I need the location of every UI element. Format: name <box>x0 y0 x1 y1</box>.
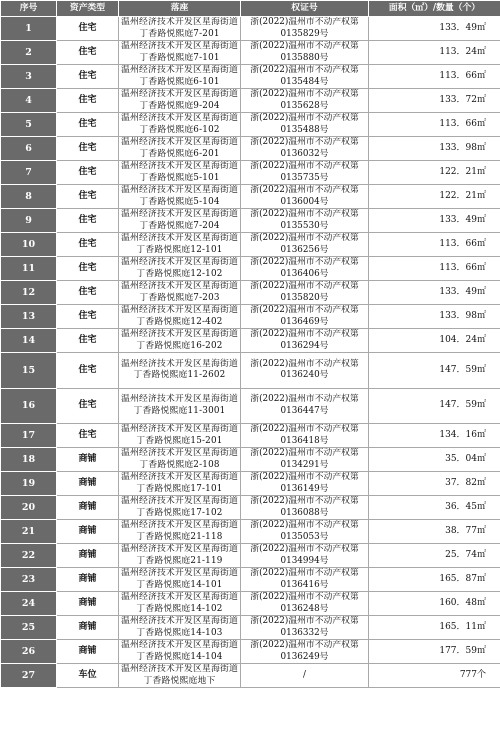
asset-type-cell: 商铺 <box>57 496 119 520</box>
certificate-cell: 浙(2022)温州市不动产权第0136149号 <box>241 472 369 496</box>
table-row <box>1 233 500 257</box>
location-cell: 温州经济技术开发区星海街道丁香路悦熙庭7-203 <box>119 281 241 305</box>
location-cell: 温州经济技术开发区星海街道丁香路悦熙庭12-102 <box>119 257 241 281</box>
location-cell: 温州经济技术开发区星海街道丁香路悦熙庭6-201 <box>119 137 241 161</box>
area-cell: 133．98㎡ <box>369 137 500 161</box>
asset-type-cell: 商铺 <box>57 592 119 616</box>
table-row <box>1 113 500 137</box>
area-cell: 36．45㎡ <box>369 496 500 520</box>
header-area: 面积（㎡）/数量（个） <box>369 1 500 17</box>
location-cell: 温州经济技术开发区星海街道丁香路悦熙庭7-201 <box>119 17 241 41</box>
certificate-cell: 浙(2022)温州市不动产权第0135735号 <box>241 161 369 185</box>
serial-cell: 5 <box>1 113 57 137</box>
location-cell: 温州经济技术开发区星海街道丁香路悦熙庭12-101 <box>119 233 241 257</box>
serial-cell: 3 <box>1 65 57 89</box>
location-cell: 温州经济技术开发区星海街道丁香路悦熙庭21-118 <box>119 520 241 544</box>
asset-type-cell: 住宅 <box>57 329 119 353</box>
certificate-cell: 浙(2022)温州市不动产权第0136248号 <box>241 592 369 616</box>
area-cell: 134．16㎡ <box>369 424 500 448</box>
asset-type-cell: 住宅 <box>57 305 119 329</box>
area-cell: 113．66㎡ <box>369 65 500 89</box>
serial-cell: 2 <box>1 41 57 65</box>
serial-cell: 16 <box>1 388 57 424</box>
location-cell: 温州经济技术开发区星海街道丁香路悦熙庭12-402 <box>119 305 241 329</box>
certificate-cell: 浙(2022)温州市不动产权第0136332号 <box>241 616 369 640</box>
area-cell: 35．04㎡ <box>369 448 500 472</box>
asset-type-cell: 住宅 <box>57 424 119 448</box>
serial-cell: 9 <box>1 209 57 233</box>
asset-type-cell: 住宅 <box>57 137 119 161</box>
header-asset-type: 资产类型 <box>57 1 119 17</box>
area-cell: 113．66㎡ <box>369 233 500 257</box>
area-cell: 147．59㎡ <box>369 353 500 389</box>
certificate-cell: 浙(2022)温州市不动产权第0136416号 <box>241 568 369 592</box>
serial-cell: 6 <box>1 137 57 161</box>
certificate-cell: 浙(2022)温州市不动产权第0136032号 <box>241 137 369 161</box>
table-row <box>1 520 500 544</box>
table-row <box>1 41 500 65</box>
table-row <box>1 472 500 496</box>
serial-cell: 10 <box>1 233 57 257</box>
asset-type-cell: 车位 <box>57 664 119 688</box>
serial-cell: 22 <box>1 544 57 568</box>
location-cell: 温州经济技术开发区星海街道丁香路悦熙庭17-101 <box>119 472 241 496</box>
area-cell: 165．87㎡ <box>369 568 500 592</box>
asset-type-cell: 商铺 <box>57 448 119 472</box>
area-cell: 38．77㎡ <box>369 520 500 544</box>
table-row <box>1 568 500 592</box>
location-cell: 温州经济技术开发区星海街道丁香路悦熙庭14-104 <box>119 640 241 664</box>
asset-type-cell: 住宅 <box>57 113 119 137</box>
table-row <box>1 664 500 688</box>
table-row <box>1 616 500 640</box>
certificate-cell: 浙(2022)温州市不动产权第0135880号 <box>241 41 369 65</box>
location-cell: 温州经济技术开发区星海街道丁香路悦熙庭15-201 <box>119 424 241 448</box>
certificate-cell: 浙(2022)温州市不动产权第0136088号 <box>241 496 369 520</box>
location-cell: 温州经济技术开发区星海街道丁香路悦熙庭17-102 <box>119 496 241 520</box>
table-row <box>1 257 500 281</box>
serial-cell: 17 <box>1 424 57 448</box>
header-certificate: 权证号 <box>241 1 369 17</box>
header-serial: 序号 <box>1 1 57 17</box>
certificate-cell: 浙(2022)温州市不动产权第0136469号 <box>241 305 369 329</box>
table-row <box>1 137 500 161</box>
table-row <box>1 89 500 113</box>
area-cell: 25．74㎡ <box>369 544 500 568</box>
certificate-cell: 浙(2022)温州市不动产权第0136240号 <box>241 353 369 389</box>
serial-cell: 27 <box>1 664 57 688</box>
certificate-cell: 浙(2022)温州市不动产权第0136004号 <box>241 185 369 209</box>
table-row <box>1 496 500 520</box>
location-cell: 温州经济技术开发区星海街道丁香路悦熙庭11-2602 <box>119 353 241 389</box>
certificate-cell: 浙(2022)温州市不动产权第0135484号 <box>241 65 369 89</box>
serial-cell: 15 <box>1 353 57 389</box>
certificate-cell: 浙(2022)温州市不动产权第0136294号 <box>241 329 369 353</box>
table-row <box>1 448 500 472</box>
asset-type-cell: 商铺 <box>57 472 119 496</box>
asset-type-cell: 住宅 <box>57 65 119 89</box>
table-row <box>1 592 500 616</box>
certificate-cell: 浙(2022)温州市不动产权第0134291号 <box>241 448 369 472</box>
serial-cell: 7 <box>1 161 57 185</box>
asset-type-cell: 商铺 <box>57 640 119 664</box>
area-cell: 177．59㎡ <box>369 640 500 664</box>
area-cell: 133．98㎡ <box>369 305 500 329</box>
location-cell: 温州经济技术开发区星海街道丁香路悦熙庭14-101 <box>119 568 241 592</box>
certificate-cell: 浙(2022)温州市不动产权第0135053号 <box>241 520 369 544</box>
asset-type-cell: 住宅 <box>57 185 119 209</box>
location-cell: 温州经济技术开发区星海街道丁香路悦熙庭21-119 <box>119 544 241 568</box>
serial-cell: 21 <box>1 520 57 544</box>
area-cell: 133．49㎡ <box>369 17 500 41</box>
asset-type-cell: 商铺 <box>57 544 119 568</box>
table-row <box>1 424 500 448</box>
certificate-cell: 浙(2022)温州市不动产权第0135488号 <box>241 113 369 137</box>
area-cell: 133．72㎡ <box>369 89 500 113</box>
area-cell: 777个 <box>369 664 500 688</box>
asset-type-cell: 住宅 <box>57 17 119 41</box>
location-cell: 温州经济技术开发区星海街道丁香路悦熙庭14-103 <box>119 616 241 640</box>
asset-type-cell: 住宅 <box>57 388 119 424</box>
location-cell: 温州经济技术开发区星海街道丁香路悦熙庭7-101 <box>119 41 241 65</box>
area-cell: 165．11㎡ <box>369 616 500 640</box>
asset-type-cell: 住宅 <box>57 209 119 233</box>
asset-type-cell: 住宅 <box>57 89 119 113</box>
area-cell: 147．59㎡ <box>369 388 500 424</box>
serial-cell: 20 <box>1 496 57 520</box>
serial-cell: 23 <box>1 568 57 592</box>
certificate-cell: 浙(2022)温州市不动产权第0135820号 <box>241 281 369 305</box>
serial-cell: 4 <box>1 89 57 113</box>
table-row <box>1 329 500 353</box>
asset-type-cell: 商铺 <box>57 568 119 592</box>
certificate-cell: 浙(2022)温州市不动产权第0136256号 <box>241 233 369 257</box>
location-cell: 温州经济技术开发区星海街道丁香路悦熙庭6-101 <box>119 65 241 89</box>
certificate-cell: 浙(2022)温州市不动产权第0136249号 <box>241 640 369 664</box>
table-row <box>1 281 500 305</box>
asset-type-cell: 商铺 <box>57 520 119 544</box>
area-cell: 122．21㎡ <box>369 185 500 209</box>
serial-cell: 11 <box>1 257 57 281</box>
area-cell: 122．21㎡ <box>369 161 500 185</box>
area-cell: 160．48㎡ <box>369 592 500 616</box>
asset-type-cell: 住宅 <box>57 233 119 257</box>
location-cell: 温州经济技术开发区星海街道丁香路悦熙庭11-3001 <box>119 388 241 424</box>
area-cell: 133．49㎡ <box>369 281 500 305</box>
table-header-row <box>1 1 500 17</box>
location-cell: 温州经济技术开发区星海街道丁香路悦熙庭6-102 <box>119 113 241 137</box>
serial-cell: 19 <box>1 472 57 496</box>
certificate-cell: 浙(2022)温州市不动产权第0134994号 <box>241 544 369 568</box>
certificate-cell: 浙(2022)温州市不动产权第0136418号 <box>241 424 369 448</box>
table-row <box>1 185 500 209</box>
table-row <box>1 65 500 89</box>
area-cell: 37．82㎡ <box>369 472 500 496</box>
asset-type-cell: 住宅 <box>57 41 119 65</box>
location-cell: 温州经济技术开发区星海街道丁香路悦熙庭5-101 <box>119 161 241 185</box>
table-row <box>1 353 500 389</box>
table-row <box>1 17 500 41</box>
serial-cell: 18 <box>1 448 57 472</box>
table-row <box>1 161 500 185</box>
certificate-cell: 浙(2022)温州市不动产权第0136447号 <box>241 388 369 424</box>
table-row <box>1 640 500 664</box>
certificate-cell: / <box>241 664 369 688</box>
serial-cell: 13 <box>1 305 57 329</box>
serial-cell: 26 <box>1 640 57 664</box>
location-cell: 温州经济技术开发区星海街道丁香路悦熙庭2-108 <box>119 448 241 472</box>
area-cell: 104．24㎡ <box>369 329 500 353</box>
asset-type-cell: 住宅 <box>57 281 119 305</box>
table-row <box>1 209 500 233</box>
location-cell: 温州经济技术开发区星海街道丁香路悦熙庭5-104 <box>119 185 241 209</box>
asset-type-cell: 住宅 <box>57 161 119 185</box>
location-cell: 温州经济技术开发区星海街道丁香路悦熙庭14-102 <box>119 592 241 616</box>
area-cell: 113．66㎡ <box>369 113 500 137</box>
table-body <box>1 17 500 688</box>
area-cell: 113．66㎡ <box>369 257 500 281</box>
serial-cell: 24 <box>1 592 57 616</box>
location-cell: 温州经济技术开发区星海街道丁香路悦熙庭7-204 <box>119 209 241 233</box>
serial-cell: 1 <box>1 17 57 41</box>
asset-type-cell: 商铺 <box>57 616 119 640</box>
table-row <box>1 388 500 424</box>
certificate-cell: 浙(2022)温州市不动产权第0135628号 <box>241 89 369 113</box>
certificate-cell: 浙(2022)温州市不动产权第0136406号 <box>241 257 369 281</box>
area-cell: 113．24㎡ <box>369 41 500 65</box>
serial-cell: 14 <box>1 329 57 353</box>
location-cell: 温州经济技术开发区星海街道丁香路悦熙庭地下 <box>119 664 241 688</box>
certificate-cell: 浙(2022)温州市不动产权第0135530号 <box>241 209 369 233</box>
serial-cell: 25 <box>1 616 57 640</box>
location-cell: 温州经济技术开发区星海街道丁香路悦熙庭16-202 <box>119 329 241 353</box>
asset-type-cell: 住宅 <box>57 257 119 281</box>
table-row <box>1 544 500 568</box>
asset-type-cell: 住宅 <box>57 353 119 389</box>
area-cell: 133．49㎡ <box>369 209 500 233</box>
certificate-cell: 浙(2022)温州市不动产权第0135829号 <box>241 17 369 41</box>
serial-cell: 8 <box>1 185 57 209</box>
table-row <box>1 305 500 329</box>
serial-cell: 12 <box>1 281 57 305</box>
header-location: 落座 <box>119 1 241 17</box>
location-cell: 温州经济技术开发区星海街道丁香路悦熙庭9-204 <box>119 89 241 113</box>
